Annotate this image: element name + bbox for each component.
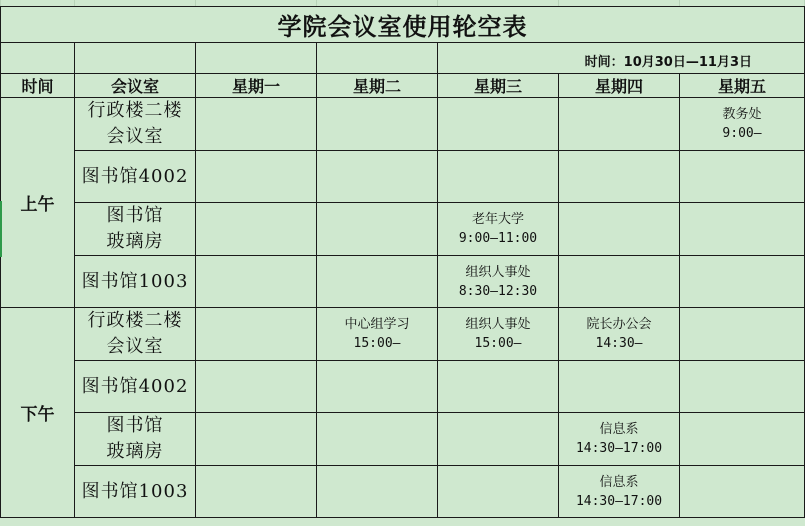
period-label[interactable]: 下午 [1,308,75,518]
empty-cell[interactable] [196,151,317,203]
empty-cell[interactable] [559,361,680,413]
sheet-title[interactable]: 学院会议室使用轮空表 [1,7,805,43]
booking-time: 8:30—12:30 [458,283,538,299]
room-name-line: 图书馆1003 [81,480,189,502]
room-name-line: 会议室 [106,336,164,357]
booking-time: 9:00— [722,126,762,141]
empty-cell[interactable] [680,413,805,466]
booking-department: 院长办公会 [586,317,652,332]
header-day[interactable]: 星期五 [680,74,805,98]
empty-cell[interactable] [438,413,559,466]
empty-cell[interactable] [559,203,680,256]
booking-cell[interactable] [680,98,805,151]
header-room[interactable]: 会议室 [75,74,196,98]
cell[interactable] [1,43,75,74]
schedule-row [1,361,805,413]
header-time[interactable]: 时间 [1,74,75,98]
room-name-cell[interactable] [75,203,196,256]
booking-cell[interactable] [438,203,559,256]
title-row [1,7,805,43]
room-name-cell[interactable] [75,308,196,361]
room-name-cell[interactable] [75,98,196,151]
empty-cell[interactable] [680,256,805,308]
empty-cell[interactable] [317,361,438,413]
booking-department: 教务处 [722,107,762,122]
room-name-line: 行政楼二楼 [87,310,183,331]
header-day[interactable]: 星期一 [196,74,317,98]
booking-department: 组织人事处 [465,317,531,332]
booking-time: 9:00—11:00 [458,231,538,246]
room-name-line: 图书馆 [106,205,164,226]
schedule-row [1,308,805,361]
empty-cell[interactable] [559,98,680,151]
booking-department: 中心组学习 [344,317,410,332]
booking-cell[interactable] [438,308,559,361]
room-name-cell[interactable] [75,466,196,518]
room-name-cell[interactable] [75,413,196,466]
empty-cell[interactable] [680,308,805,361]
room-name-cell[interactable] [75,361,196,413]
empty-cell[interactable] [196,203,317,256]
booking-time: 15:00— [474,336,522,351]
booking-cell[interactable] [559,413,680,466]
room-name-line: 玻璃房 [106,231,164,252]
empty-cell[interactable] [196,466,317,518]
empty-cell[interactable] [680,151,805,203]
booking-cell[interactable] [438,256,559,308]
booking-time: 14:30—17:00 [575,493,663,509]
room-name-cell[interactable] [75,256,196,308]
schedule-row [1,413,805,466]
empty-cell[interactable] [317,413,438,466]
room-name-cell[interactable] [75,151,196,203]
empty-cell[interactable] [317,98,438,151]
booking-cell[interactable] [559,308,680,361]
cell[interactable] [196,43,317,74]
empty-cell[interactable] [680,203,805,256]
empty-cell[interactable] [317,203,438,256]
empty-cell[interactable] [196,98,317,151]
empty-cell[interactable] [559,151,680,203]
schedule-row [1,466,805,518]
empty-cell[interactable] [196,308,317,361]
booking-time: 15:00— [353,336,401,351]
empty-cell[interactable] [317,151,438,203]
booking-department: 老年大学 [471,212,524,227]
cell[interactable] [317,43,438,74]
empty-cell[interactable] [317,466,438,518]
schedule-row [1,203,805,256]
empty-cell[interactable] [438,98,559,151]
period-label[interactable]: 上午 [1,98,75,308]
booking-time: 14:30—17:00 [575,441,663,456]
booking-cell[interactable] [317,308,438,361]
empty-cell[interactable] [196,256,317,308]
date-range-row [1,43,805,74]
booking-cell[interactable] [559,466,680,518]
cell[interactable] [75,43,196,74]
room-name-line: 玻璃房 [106,441,164,462]
header-day[interactable]: 星期四 [559,74,680,98]
room-name-line: 图书馆4002 [81,375,189,397]
empty-cell[interactable] [438,466,559,518]
schedule-row [1,256,805,308]
empty-cell[interactable] [559,256,680,308]
booking-time: 14:30— [595,336,643,351]
empty-cell[interactable] [680,466,805,518]
empty-cell[interactable] [438,151,559,203]
header-row [1,74,805,98]
schedule-row [1,151,805,203]
room-name-line: 图书馆 [106,415,164,436]
date-range[interactable]: 时间：10月30日—11月3日 [438,43,805,74]
booking-department: 组织人事处 [465,264,531,280]
header-day[interactable]: 星期二 [317,74,438,98]
room-name-line: 图书馆4002 [81,165,189,187]
booking-department: 信息系 [599,474,639,490]
empty-cell[interactable] [438,361,559,413]
room-name-line: 图书馆1003 [81,270,189,292]
header-day[interactable]: 星期三 [438,74,559,98]
room-name-line: 行政楼二楼 [87,100,183,121]
room-name-line: 会议室 [106,126,164,147]
empty-cell[interactable] [196,413,317,466]
schedule-row [1,98,805,151]
empty-cell[interactable] [196,361,317,413]
empty-cell[interactable] [680,361,805,413]
empty-cell[interactable] [317,256,438,308]
booking-department: 信息系 [599,422,639,437]
row-selection-marker [0,201,2,257]
